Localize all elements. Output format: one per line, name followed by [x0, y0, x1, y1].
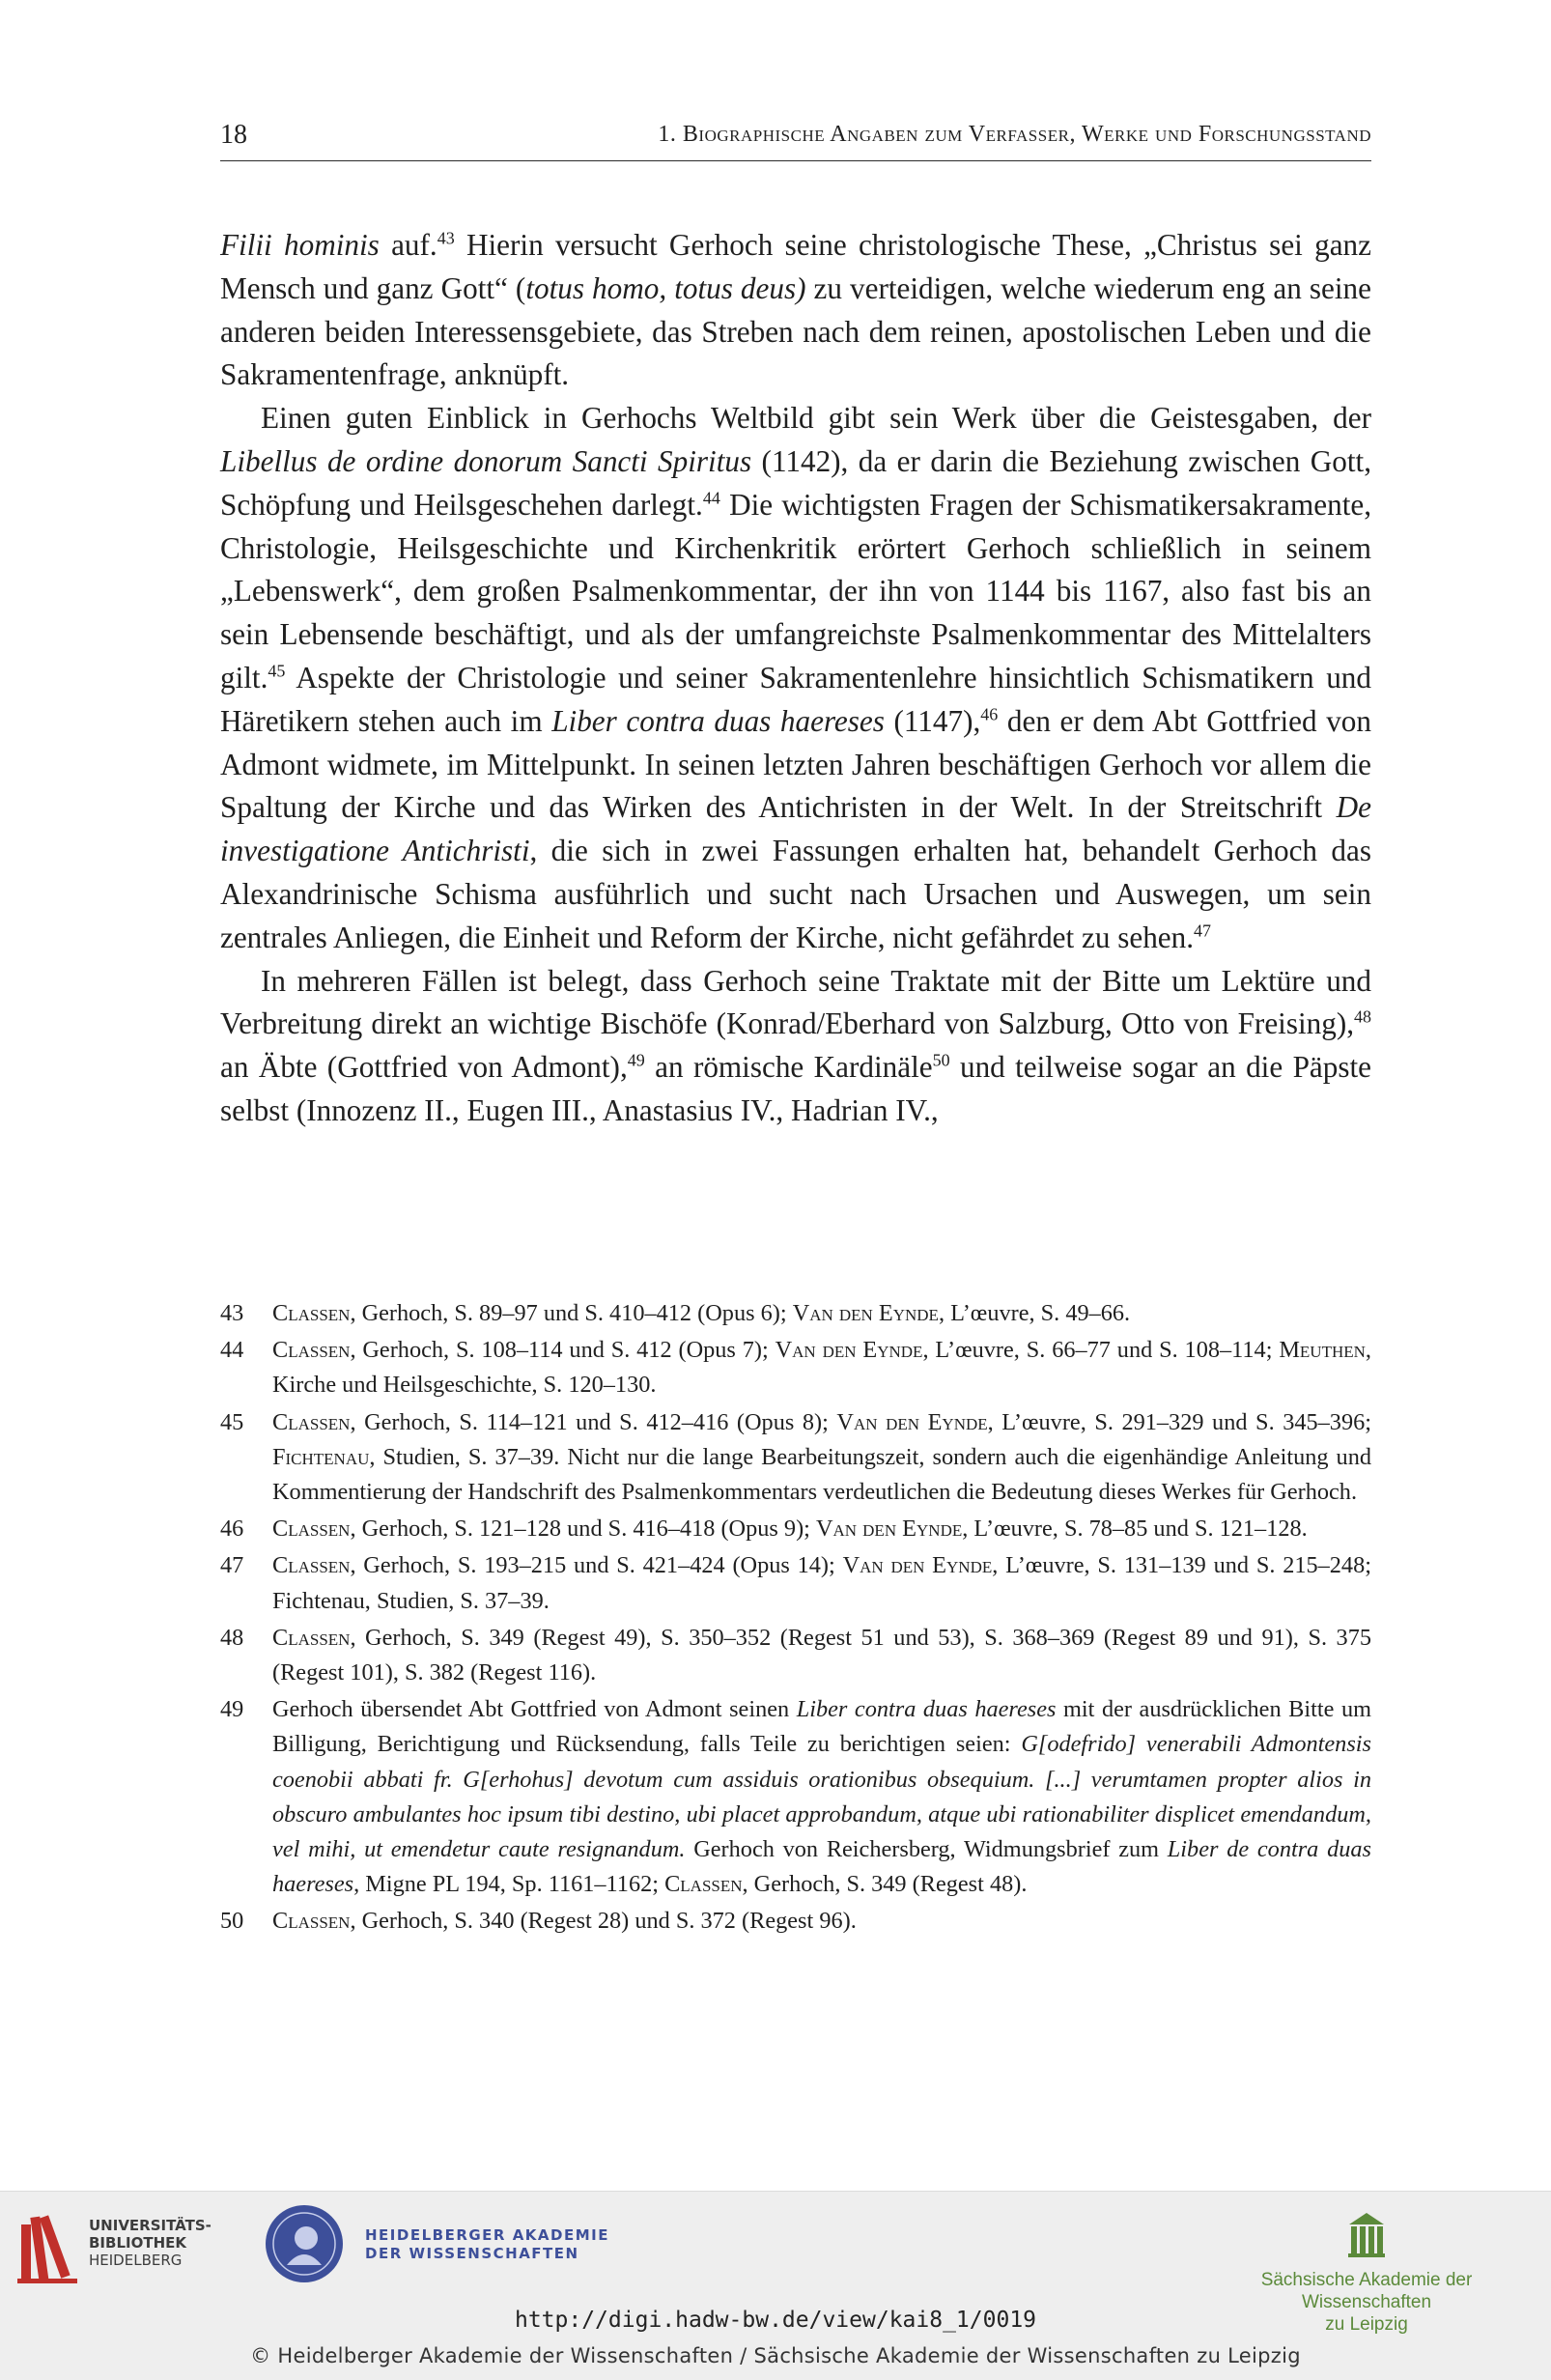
footnote-text [272, 1333, 1371, 1402]
footnote-44 [220, 1333, 1371, 1402]
ub-line: BIBLIOTHEK [89, 2234, 186, 2252]
footnote-text [272, 1621, 1371, 1690]
text-span: Einen guten Einblick in Gerhochs Weltbild gibt sein Werk über die Geistesgaben, der [261, 401, 1371, 436]
footnote-49 [220, 1692, 1371, 1902]
italic-title: Libellus de ordine donorum Sancti Spiritus [220, 443, 752, 478]
footnote-50 [220, 1904, 1371, 1939]
italic-title: Liber contra duas haereses [796, 1696, 1057, 1723]
ub-line: UNIVERSITÄTS- [89, 2217, 212, 2234]
footnote-text [272, 1692, 1371, 1902]
footnote-ref[interactable]: 46 [980, 704, 999, 724]
saxon-line: zu Leipzig [1325, 2314, 1408, 2335]
text-span: (1142), da er darin die Beziehung zwischen Gott, Schöpfung und Heilsgeschehen darlegt. [220, 443, 1371, 522]
text-span: , L’œuvre, S. 66–77 und S. 108–114; [922, 1337, 1280, 1364]
footnote-46 [220, 1512, 1371, 1546]
text-span: Gerhoch übersendet Abt Gottfried von Admont seinen [272, 1696, 797, 1723]
italic-title: Filii hominis [220, 228, 380, 262]
author-name: Classen [272, 1552, 351, 1579]
text-span: , Gerhoch, S. 108–114 und S. 412 (Opus 7); [350, 1337, 776, 1364]
author-name: Fichtenau [272, 1443, 370, 1470]
footnote-number: 44 [220, 1337, 244, 1364]
ub-line: HEIDELBERG [89, 2252, 183, 2269]
copyright-notice: © Heidelberger Akademie der Wissenschaften / Sächsische Akademie der Wissenschaften zu Leipzig [250, 2344, 1301, 2367]
text-span: , Gerhoch, S. 89–97 und S. 410–412 (Opus 6); [350, 1300, 793, 1326]
author-name: Classen [272, 1516, 351, 1543]
footnote-43 [220, 1296, 1371, 1331]
text-span: , Gerhoch, S. 193–215 und S. 421–424 (Opus 14); [350, 1552, 843, 1579]
university-library-name [89, 2217, 212, 2269]
text-span: Hierin versucht Gerhoch seine christologische These, „Christus sei ganz Mensch und ganz Gott“ ( [220, 228, 1371, 305]
footnote-number: 43 [220, 1300, 244, 1326]
text-span: , Gerhoch, S. 340 (Regest 28) und S. 372 (Regest 96). [350, 1908, 857, 1935]
text-span: (1147), [884, 703, 981, 738]
paragraph-2 [220, 397, 1371, 959]
footnote-number: 47 [220, 1552, 244, 1579]
main-text [220, 224, 1371, 1133]
italic-quote: totus homo, totus deus) [525, 270, 806, 305]
author-name: Classen [272, 1624, 351, 1651]
footnote-text [272, 1512, 1371, 1546]
footnote-ref[interactable]: 47 [1194, 921, 1212, 941]
author-name: Van den Eynde [815, 1516, 963, 1543]
running-title [658, 122, 1371, 148]
text-span: , Migne PL 194, Sp. 1161–1162; [353, 1871, 665, 1898]
permalink-url[interactable]: http://digi.hadw-bw.de/view/kai8_1/0019 [514, 2308, 1037, 2333]
footnote-number: 48 [220, 1624, 244, 1651]
italic-title: Liber de contra duas haereses [272, 1836, 1371, 1898]
running-header [220, 116, 1371, 161]
text-span: , Kirche und Heilsgeschichte, S. 120–130. [272, 1337, 1371, 1399]
author-name: Classen [272, 1337, 351, 1364]
latin-quote: G[odefrido] venerabili Admontensis coenobii abbati fr. G[erhohus] devotum cum assiduis orationibus obsequium. [...] verumtamen propter alios in obscuro ambulantes hoc ipsum tibi destino, ubi placet approbandum, atque ubi rationabiliter displicet emendandum, vel mihi, ut emendetur caute resignandum. [272, 1731, 1371, 1863]
author-name: Van den Eynde [842, 1552, 993, 1579]
digitization-footer [0, 2191, 1551, 2380]
text-span: , L’œuvre, S. 78–85 und S. 121–128. [962, 1516, 1308, 1543]
author-name: Classen [272, 1300, 351, 1326]
hadw-line: DER WISSENSCHAFTEN [365, 2245, 579, 2262]
footnote-ref[interactable]: 44 [702, 488, 720, 508]
footnote-number: 50 [220, 1908, 244, 1935]
footnote-number: 45 [220, 1408, 244, 1435]
footnote-48 [220, 1621, 1371, 1690]
author-name: Van den Eynde [836, 1408, 988, 1435]
footnote-ref[interactable]: 45 [268, 661, 286, 681]
footnote-number: 49 [220, 1696, 244, 1723]
page-number: 18 [220, 120, 247, 150]
academy-name [365, 2226, 609, 2263]
text-span: , L’œuvre, S. 131–139 und S. 215–248; Fichtenau, Studien, S. 37–39. [272, 1552, 1371, 1614]
italic-title: Liber contra duas haereses [551, 703, 885, 738]
text-span: , L’œuvre, S. 49–66. [938, 1300, 1131, 1326]
footnote-ref[interactable]: 43 [437, 228, 455, 248]
footnote-text [272, 1904, 1371, 1939]
text-span: , die sich in zwei Fassungen erhalten hat, behandelt Gerhoch das Alexandrinische Schisma ausführlich und sucht nach Ursachen und Auswegen, um sein zentrales Anliegen, die Einheit und Reform der Kirche, nicht gefährdet zu sehen. [220, 834, 1371, 954]
footnote-45 [220, 1405, 1371, 1511]
saxon-academy-building-icon[interactable] [1347, 2213, 1386, 2257]
paragraph-3 [220, 960, 1371, 1133]
running-title-lead: 1. B [658, 122, 699, 147]
text-span: Die wichtigsten Fragen der Schismatikersakramente, Christologie, Heilsgeschichte und Kirchenkritik erörtert Gerhoch schließlich in seinem „Lebenswerk“, dem großen Psalmenkommentar, der ihn von 1144 bis 1167, also fast bis an sein Lebensende beschäftigt, und als der umfangreichste Psalmenkommentar des Mittelalters gilt. [220, 487, 1371, 694]
academy-seal-icon[interactable] [266, 2205, 343, 2282]
text-span: , L’œuvre, S. 291–329 und S. 345–396; [987, 1408, 1371, 1435]
author-name: Van den Eynde [792, 1300, 939, 1326]
text-span: Gerhoch von Reichersberg, Widmungsbrief zum [685, 1836, 1168, 1863]
text-span: , Studien, S. 37–39. Nicht nur die lange Bearbeitungszeit, sondern auch die eigenhändige Anleitung und Kommentierung der Handschrift des Psalmenkommentars verdeutlichen die Bedeutung dieses Werkes für Gerhoch. [272, 1443, 1371, 1506]
hadw-line: HEIDELBERGER AKADEMIE [365, 2226, 609, 2244]
author-name: Meuthen [1279, 1337, 1366, 1364]
footnote-number: 46 [220, 1516, 244, 1543]
footnote-text [272, 1405, 1371, 1511]
text-span: Aspekte der Christologie und seiner Sakramentenlehre hinsichtlich Schismatikern und Häretikern stehen auch im [220, 660, 1371, 738]
text-span: , Gerhoch, S. 121–128 und S. 416–418 (Opus 9); [350, 1516, 816, 1543]
footnote-ref[interactable]: 48 [1354, 1006, 1371, 1027]
author-name: Van den Eynde [775, 1337, 923, 1364]
footnote-ref[interactable]: 49 [627, 1050, 645, 1070]
saxon-line: Sächsische Akademie der Wissenschaften [1260, 2270, 1473, 2312]
author-name: Classen [272, 1908, 351, 1935]
running-title-smallcaps: iographische Angaben zum Verfasser, Werke und Forschungsstand [698, 122, 1371, 147]
text-span: an Äbte (Gottfried von Admont), [220, 1050, 628, 1085]
paragraph-1 [220, 224, 1371, 397]
text-span: In mehreren Fällen ist belegt, dass Gerhoch seine Traktate mit der Bitte um Lektüre und Verbreitung direkt an wichtige Bischöfe (Konrad/Eberhard von Salzburg, Otto von Freising), [220, 963, 1371, 1041]
footnote-47 [220, 1548, 1371, 1618]
text-span: , Gerhoch, S. 349 (Regest 49), S. 350–352 (Regest 51 und 53), S. 368–369 (Regest 89 und 91), S. 375 (Regest 101), S. 382 (Regest 116). [272, 1624, 1371, 1686]
text-span: den er dem Abt Gottfried von Admont widmete, im Mittelpunkt. In seinen letzten Jahren beschäftigen Gerhoch vor allem die Spaltung der Kirche und das Wirken des Antichristen in der Welt. In der Streitschrift [220, 703, 1371, 825]
text-span: , Gerhoch, S. 349 (Regest 48). [742, 1871, 1028, 1898]
text-span: an römische Kardinäle [644, 1050, 933, 1085]
text-span: mit der ausdrücklichen Bitte um Billigung, Berichtigung und Rücksendung, falls Teile zu berichtigen seien: [272, 1696, 1371, 1758]
italic-title: De investigatione Antichristi [220, 790, 1371, 868]
footnote-text [272, 1296, 1371, 1331]
text-span: , Gerhoch, S. 114–121 und S. 412–416 (Opus 8); [350, 1408, 837, 1435]
text-span: und teilweise sogar an die Päpste selbst (Innozenz II., Eugen III., Anastasius IV., Hadrian IV., [220, 1050, 1371, 1127]
author-name: Classen [664, 1871, 743, 1898]
footnote-text [272, 1548, 1371, 1618]
footnote-ref[interactable]: 50 [932, 1050, 950, 1070]
text-span: auf. [379, 228, 437, 262]
author-name: Classen [272, 1408, 351, 1435]
footnotes [220, 1296, 1371, 1941]
text-span: zu verteidigen, welche wiederum eng an seine anderen beiden Interessensgebiete, das Streben nach dem reinen, apostolischen Leben und die Sakramentenfrage, anknüpft. [220, 270, 1371, 392]
